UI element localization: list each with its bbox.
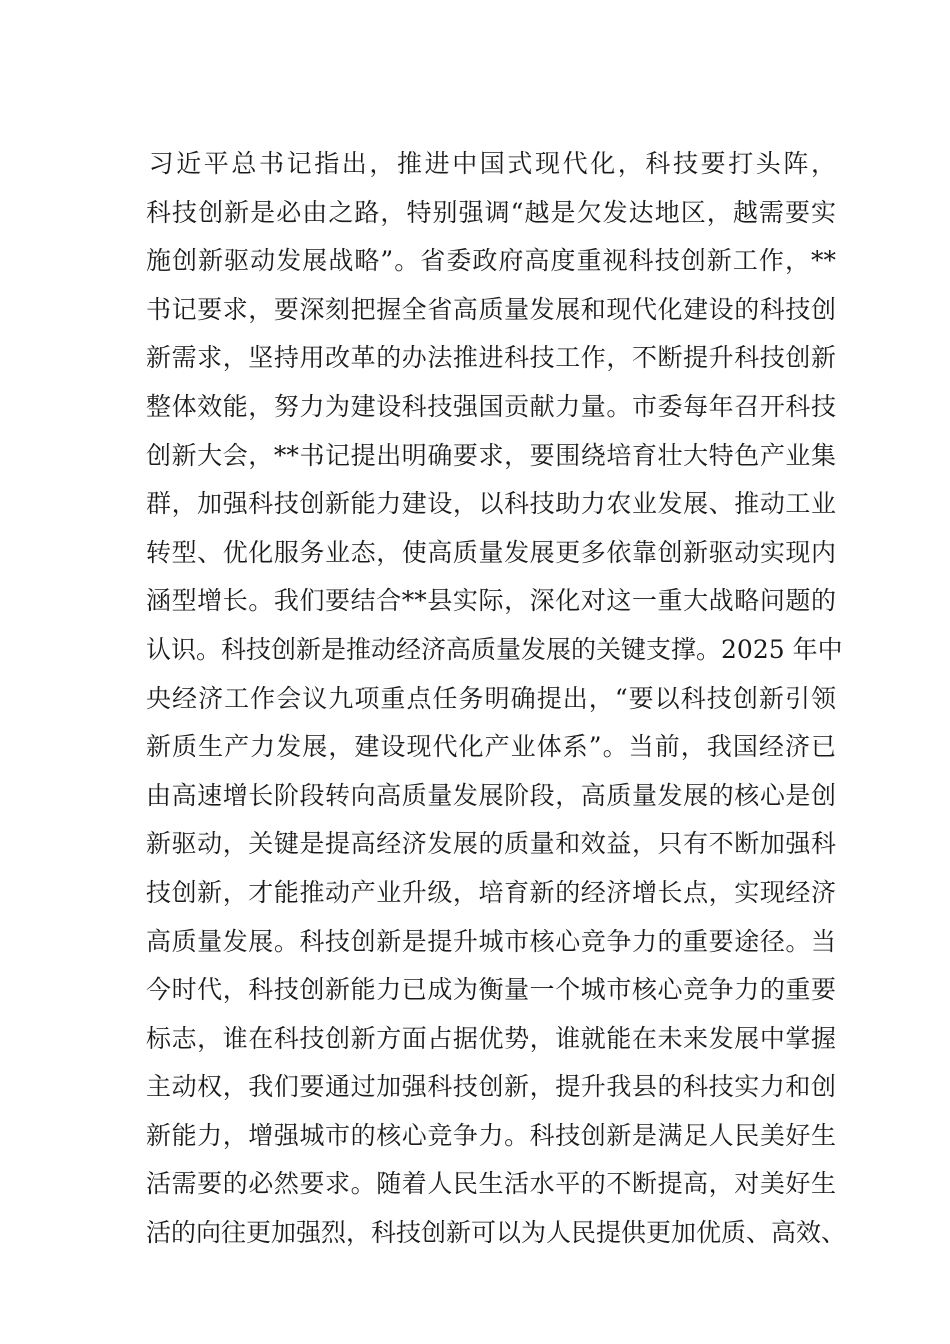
- paragraph-line: 认识。科技创新是推动经济高质量发展的关键支撑。2025 年中: [146, 634, 843, 664]
- paragraph-line: 科技创新是必由之路，特别强调“越是欠发达地区，越需要实: [146, 197, 836, 227]
- paragraph-line: 高质量发展。科技创新是提升城市核心竞争力的重要途径。当: [146, 926, 836, 956]
- paragraph-line: 主动权，我们要通过加强科技创新，提升我县的科技实力和创: [146, 1072, 836, 1102]
- paragraph-line: 技创新，才能推动产业升级，培育新的经济增长点，实现经济: [146, 877, 836, 907]
- paragraph-line: 活需要的必然要求。随着人民生活水平的不断提高，对美好生: [146, 1169, 836, 1199]
- paragraph-line: 今时代，科技创新能力已成为衡量一个城市核心竞争力的重要: [146, 975, 836, 1005]
- paragraph-line: 标志，谁在科技创新方面占据优势，谁就能在未来发展中掌握: [146, 1023, 836, 1053]
- paragraph-line: 施创新驱动发展战略”。省委政府高度重视科技创新工作，**: [146, 246, 836, 276]
- paragraph-line: 群，加强科技创新能力建设，以科技助力农业发展、推动工业: [146, 489, 836, 519]
- paragraph-line: 新能力，增强城市的核心竞争力。科技创新是满足人民美好生: [146, 1120, 836, 1150]
- paragraph-line: 转型、优化服务业态，使高质量发展更多依靠创新驱动实现内: [146, 537, 836, 567]
- paragraph-line: 央经济工作会议九项重点任务明确提出，“要以科技创新引领: [146, 683, 836, 713]
- paragraph-line: 新质生产力发展，建设现代化产业体系”。当前，我国经济已: [146, 732, 836, 762]
- paragraph-line: 新驱动，关键是提高经济发展的质量和效益，只有不断加强科: [146, 829, 836, 859]
- body-paragraph: [146, 140, 847, 1258]
- paragraph-line: 由高速增长阶段转向高质量发展阶段，高质量发展的核心是创: [146, 780, 836, 810]
- paragraph-line: 书记要求，要深刻把握全省高质量发展和现代化建设的科技创: [146, 294, 836, 324]
- paragraph-line: 新需求，坚持用改革的办法推进科技工作，不断提升科技创新: [146, 343, 836, 373]
- paragraph-line: 整体效能，努力为建设科技强国贡献力量。市委每年召开科技: [146, 391, 836, 421]
- paragraph-line: 习近平总书记指出，推进中国式现代化，科技要打头阵，: [146, 149, 836, 178]
- paragraph-line: 创新大会，**书记提出明确要求，要围绕培育壮大特色产业集: [146, 440, 836, 470]
- paragraph-line: 涵型增长。我们要结合**县实际，深化对这一重大战略问题的: [146, 586, 836, 616]
- paragraph-line: 活的向往更加强烈，科技创新可以为人民提供更加优质、高效、: [146, 1218, 847, 1248]
